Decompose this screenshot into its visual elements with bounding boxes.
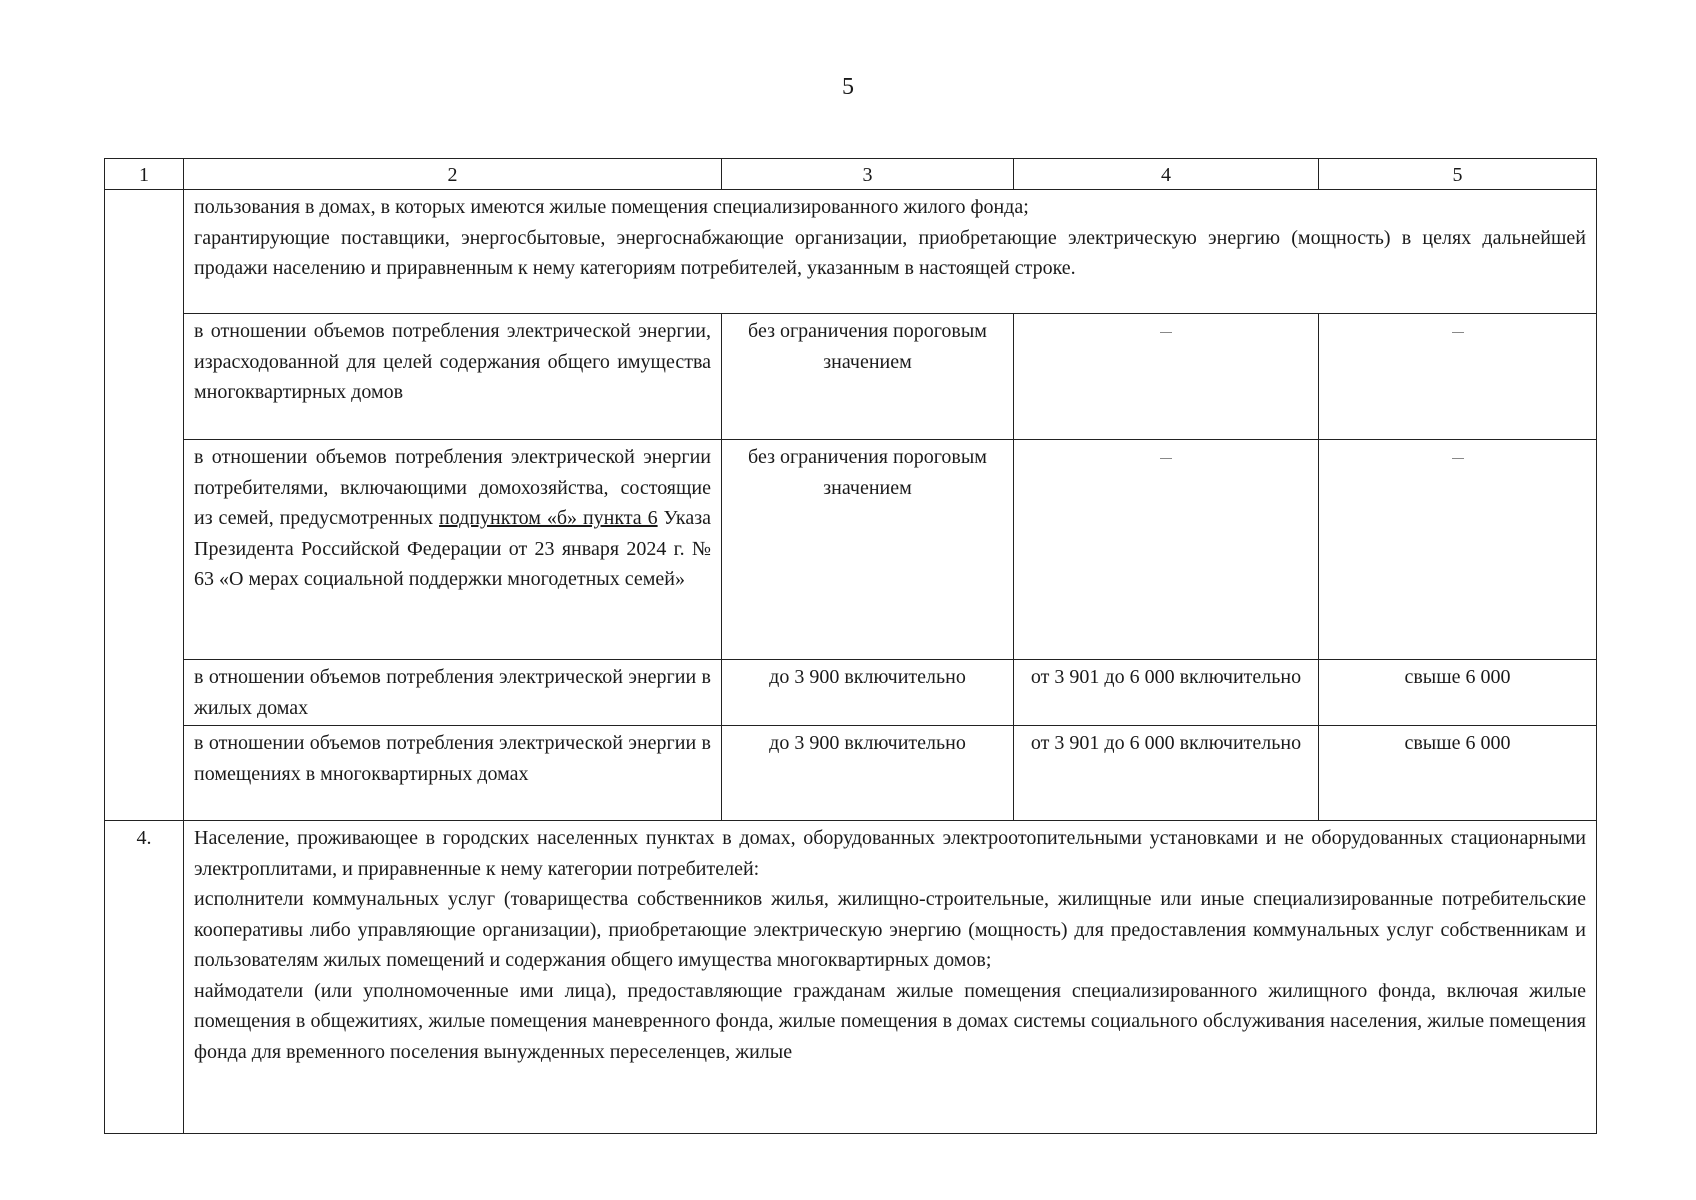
header-row: [105, 159, 1597, 190]
threshold-col-3: до 3 900 включительно: [722, 660, 1014, 726]
intro-paragraph: пользования в домах, в которых имеются жилые помещения специализированного жилого фонда;: [194, 196, 1029, 218]
row-description: в отношении объемов потребления электрической энергии в жилых домах: [184, 660, 722, 726]
row-description-text: в отношении объемов потребления электрической энергии потребителями, включающими домохозяйства, состоящие из семей, предусмотренных: [194, 446, 711, 529]
row-description: в отношении объемов потребления электрической энергии, израсходованной для целей содержания общего имущества многоквартирных домов: [184, 314, 722, 440]
table-row: [105, 660, 1597, 726]
header-col-4: 4: [1014, 159, 1319, 190]
intro-paragraph: гарантирующие поставщики, энергосбытовые, энергоснабжающие организации, приобретающие электрическую энергию (мощность) в целях дальнейшей продажи населению и приравненным к нему категориям потребителей, указанным в настоящей строке.: [194, 226, 1586, 279]
threshold-col-4: [1014, 314, 1319, 440]
header-col-2: 2: [184, 159, 722, 190]
dash-mark: [1160, 332, 1172, 333]
threshold-col-4: от 3 901 до 6 000 включительно: [1014, 726, 1319, 821]
threshold-col-5: свыше 6 000: [1319, 726, 1597, 821]
dash-mark: [1452, 458, 1464, 459]
threshold-col-5: [1319, 314, 1597, 440]
threshold-col-3: до 3 900 включительно: [722, 726, 1014, 821]
header-col-5: 5: [1319, 159, 1597, 190]
row-number-cell: 4.: [105, 821, 184, 1134]
row4-paragraph: Население, проживающее в городских населенных пунктах в домах, оборудованных электроотопительными установками и не оборудованных стационарными электроплитами, и приравненные к нему категории потребителей:: [194, 827, 1586, 880]
table-row: [105, 821, 1597, 1134]
row-number-cell: [105, 190, 184, 821]
threshold-col-4: [1014, 440, 1319, 660]
row4-paragraph: наймодатели (или уполномоченные ими лица), предоставляющие гражданам жилые помещения специализированного жилищного фонда, включая жилые помещения в общежитиях, жилые помещения маневренного фонда, жилые помещения в домах системы социального обслуживания населения, жилые помещения фонда для временного поселения вынужденных переселенцев, жилые: [194, 979, 1586, 1063]
table-row: [105, 440, 1597, 660]
table-row: [105, 726, 1597, 821]
tariff-table: [104, 158, 1597, 1134]
threshold-col-4: от 3 901 до 6 000 включительно: [1014, 660, 1319, 726]
threshold-col-5: свыше 6 000: [1319, 660, 1597, 726]
intro-text-cell: [184, 190, 1597, 314]
header-col-1: 1: [105, 159, 184, 190]
table-row: [105, 190, 1597, 314]
table-row: [105, 314, 1597, 440]
dash-mark: [1452, 332, 1464, 333]
header-col-3: 3: [722, 159, 1014, 190]
threshold-col-3: без ограничения пороговым значением: [722, 440, 1014, 660]
page-number: 5: [842, 74, 854, 100]
threshold-col-3: без ограничения пороговым значением: [722, 314, 1014, 440]
threshold-col-5: [1319, 440, 1597, 660]
decree-link[interactable]: подпунктом «б» пункта 6: [439, 507, 658, 529]
row4-paragraph: исполнители коммунальных услуг (товарищества собственников жилья, жилищно-строительные, жилищные или иные специализированные потребительские кооперативы либо управляющие организации), приобретающие электрическую энергию (мощность) для предоставления коммунальных услуг собственникам и пользователям жилых помещений и содержания общего имущества многоквартирных домов;: [194, 888, 1586, 971]
dash-mark: [1160, 458, 1172, 459]
row-description: в отношении объемов потребления электрической энергии в помещениях в многоквартирных домах: [184, 726, 722, 821]
row4-text-cell: [184, 821, 1597, 1134]
row-description-text: Указа Президента Российской Федерации от 23 января 2024 г. № 63 «О мерах социальной поддержки многодетных семей»: [194, 507, 711, 590]
row-description: [184, 440, 722, 660]
